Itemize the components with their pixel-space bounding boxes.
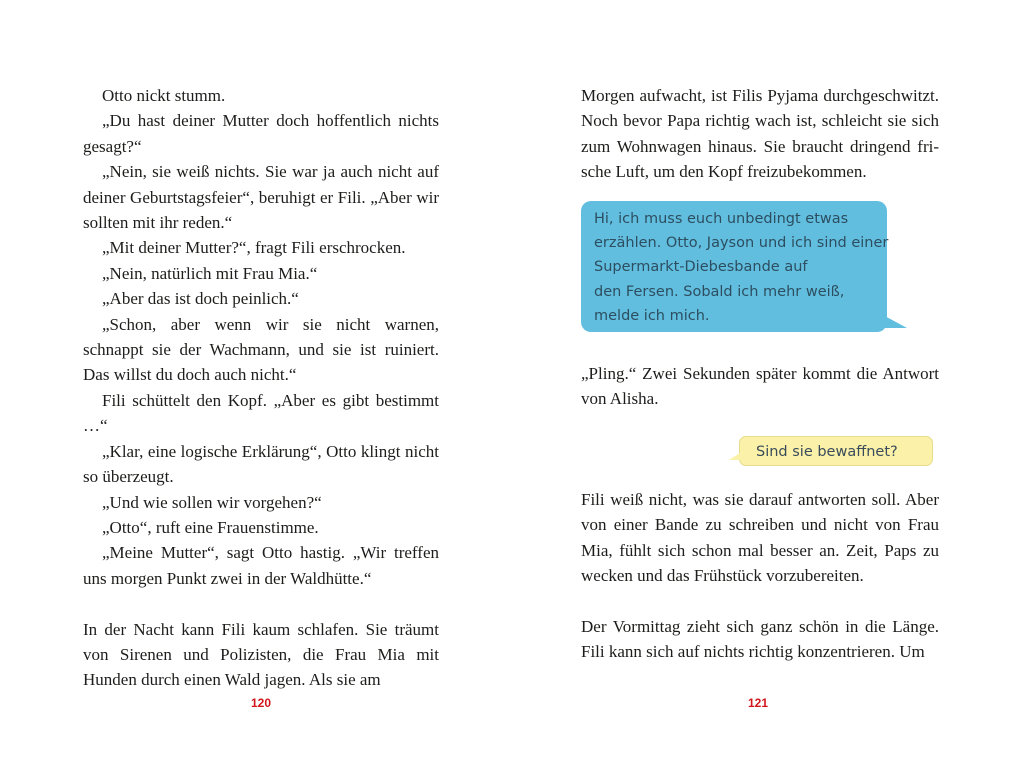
paragraph: „Aber das ist doch peinlich.“ [102,289,299,309]
message-line: Hi, ich muss euch unbedingt etwas [594,211,849,227]
paragraph: Otto nickt stumm. [102,86,226,105]
paragraph: „Nein, sie weiß nichts. Sie war ja auch nicht auf deiner Geburtstagsfeier“, beruhigt er Fili. „Aber wir sollten mit ihr reden.“ [83,162,439,233]
paragraph: Morgen aufwacht, ist Filis Pyjama durchgeschwitzt. Noch bevor Papa richtig wach ist, schleicht sie sich zum Wohnwagen hinaus. Sie braucht dringend fri-sche Luft, um den Kopf freizubekommen. [581,86,939,182]
right-page-text-middle [581,361,939,412]
paragraph: „Mit deiner Mutter?“, fragt Fili erschrocken. [102,238,406,258]
paragraph: In der Nacht kann Fili kaum schlafen. Sie träumt von Sirenen und Polizisten, die Frau Mia mit Hunden durch einen Wald jagen. Als sie am [83,619,439,690]
sent-message-bubble [581,201,887,332]
paragraph: „Und wie sollen wir vorgehen?“ [102,492,322,512]
paragraph: Fili schüttelt den Kopf. „Aber es gibt bestimmt …“ [83,390,439,436]
paragraph: „Pling.“ Zwei Sekunden später kommt die Antwort von Alisha. [581,364,939,409]
received-message-bubble [739,436,933,466]
paragraph: Fili weiß nicht, was sie darauf antworten soll. Aber von einer Bande zu schreiben und nicht von Frau Mia, fühlt sich schon mal besser an. Zeit, Paps zu wecken und das Frühstück vorzubereiten. [581,490,939,586]
bubble-tail [729,451,743,460]
right-page [510,0,1020,775]
paragraph: „Meine Mutter“, sagt Otto hastig. „Wir treffen uns morgen Punkt zwei in der Waldhütte.“ [83,543,439,588]
right-page-text-top [581,83,939,185]
message-line: den Fersen. Sobald ich mehr weiß, [594,283,845,300]
section-break [581,589,939,614]
left-page-text [83,83,439,693]
message-line: melde ich mich. [594,307,710,324]
message-line: Supermarkt-Diebesbande auf [594,259,808,276]
paragraph: „Schon, aber wenn wir sie nicht warnen, schnappt sie der Wachmann, und sie ist ruiniert. Das willst du doch auch nicht.“ [83,314,439,385]
right-page-text-bottom [581,487,939,665]
paragraph: Der Vormittag zieht sich ganz schön in die Länge. Fili kann sich auf nichts richtig konzentrieren. Um [581,617,939,662]
page-number: 120 [251,696,272,710]
paragraph: „Nein, natürlich mit Frau Mia.“ [102,263,318,283]
paragraph: „Otto“, ruft eine Frauenstimme. [102,517,319,537]
paragraph: „Du hast deiner Mutter doch hoffentlich nichts gesagt?“ [83,111,439,156]
paragraph: „Klar, eine logische Erklärung“, Otto klingt nicht so überzeugt. [83,441,439,487]
page-number: 121 [748,696,769,710]
message-line: erzählen. Otto, Jayson und ich sind einer [594,235,889,252]
message-text: Sind sie bewaffnet? [756,444,898,460]
bubble-tail [881,314,907,328]
section-break [83,591,439,616]
